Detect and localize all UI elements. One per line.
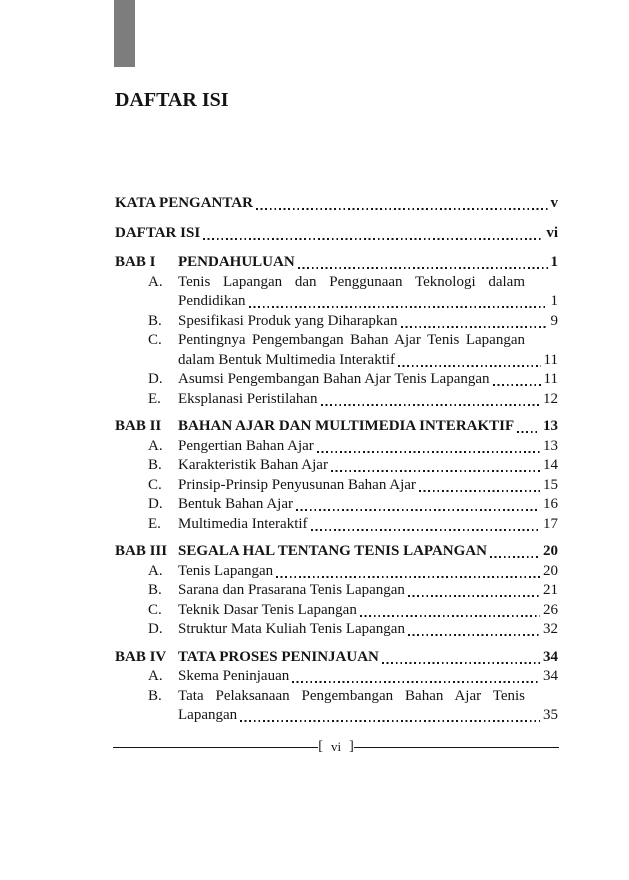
dot-leader	[401, 326, 548, 328]
toc-chapter	[115, 253, 558, 409]
chapter-title: SEGALA HAL TENTANG TENIS LAPANGAN	[178, 543, 487, 559]
subitem-label: Spesifikasi Produk yang Diharapkan	[178, 312, 398, 329]
subitem-letter: C.	[148, 476, 162, 493]
subitem-letter: B.	[148, 457, 162, 473]
subitem-page: 35	[543, 707, 558, 723]
toc-subitem	[115, 562, 558, 582]
subitem-letter: C.	[148, 332, 162, 348]
dot-leader	[398, 365, 541, 367]
subitem-page: 32	[543, 621, 558, 637]
toc-subitem	[115, 601, 558, 621]
toc-front-entry	[115, 224, 558, 244]
footer-open-bracket: [	[318, 739, 323, 754]
subitem-page: 11	[543, 371, 558, 387]
subitem-label: Multimedia Interaktif	[178, 515, 308, 532]
subitem-label: Pengertian Bahan Ajar	[178, 437, 314, 454]
toc-chapter-heading	[115, 648, 558, 668]
chapter-page: 1	[550, 254, 558, 270]
subitem-line-2	[115, 351, 558, 371]
subitem-letter: C.	[148, 601, 162, 618]
dot-leader	[276, 576, 540, 578]
toc-subitem	[115, 273, 558, 312]
subitem-page: 17	[543, 515, 558, 532]
dot-leader	[419, 490, 540, 492]
page-footer	[113, 736, 559, 758]
subitem-page: 14	[543, 457, 558, 473]
page-title: DAFTAR ISI	[115, 89, 229, 111]
toc-entry-page: v	[550, 195, 558, 211]
subitem-line-1	[115, 331, 558, 351]
dot-leader	[382, 662, 540, 664]
subitem-label: Eksplanasi Peristilahan	[178, 390, 318, 407]
subitem-page: 13	[543, 437, 558, 454]
dot-leader	[311, 529, 540, 531]
chapter-page: 20	[543, 543, 558, 559]
toc-subitem	[115, 667, 558, 687]
subitem-letter: A.	[148, 437, 163, 454]
subitem-label: Pentingnya Pengembangan Bahan Ajar Tenis Lapangan	[178, 332, 525, 348]
subitem-line-2	[115, 292, 558, 312]
toc-subitem	[115, 390, 558, 410]
toc-entry-page: vi	[546, 224, 558, 241]
subitem-label: Bentuk Bahan Ajar	[178, 496, 293, 512]
corner-decoration-bar	[114, 0, 135, 67]
toc-subitem	[115, 495, 558, 515]
toc-front-entry	[115, 194, 558, 214]
chapter-number: BAB I	[115, 254, 156, 270]
subitem-line-1	[115, 273, 558, 293]
subitem-letter: D.	[148, 621, 163, 637]
subitem-label-continued: Pendidikan	[178, 293, 246, 309]
subitem-page: 12	[543, 390, 558, 407]
subitem-letter: A.	[148, 562, 163, 579]
subitem-letter: A.	[148, 273, 163, 290]
subitem-label: Skema Peninjauan	[178, 668, 290, 684]
subitem-label-continued: Lapangan	[178, 707, 238, 723]
toc-subitem	[115, 312, 558, 332]
subitem-label: Tenis Lapangan	[178, 562, 274, 579]
toc-subitem	[115, 476, 558, 496]
dot-leader	[298, 267, 548, 269]
subitem-letter: B.	[148, 312, 162, 329]
subitem-label: Karakteristik Bahan Ajar	[178, 457, 328, 473]
subitem-page: 26	[543, 601, 558, 618]
footer-rule-right	[354, 747, 559, 748]
chapter-title: TATA PROSES PENINJAUAN	[178, 648, 379, 665]
toc-subitem	[115, 515, 558, 535]
toc-subitem	[115, 581, 558, 601]
chapter-page: 34	[543, 648, 558, 665]
dot-leader	[321, 404, 540, 406]
toc-chapter	[115, 542, 558, 640]
subitem-letter: D.	[148, 496, 163, 512]
subitem-letter: D.	[148, 371, 163, 387]
chapter-number: BAB III	[115, 543, 168, 559]
dot-leader	[317, 451, 540, 453]
footer-rule-left	[113, 747, 318, 748]
toc-chapter-heading	[115, 253, 558, 273]
toc-subitem	[115, 620, 558, 640]
footer-close-bracket: ]	[349, 739, 354, 754]
subitem-label: Sarana dan Prasarana Tenis Lapangan	[178, 582, 405, 598]
toc-chapter-heading	[115, 417, 558, 437]
subitem-page: 15	[543, 476, 558, 493]
dot-leader	[203, 238, 543, 240]
subitem-page: 9	[550, 312, 558, 329]
subitem-label: Asumsi Pengembangan Bahan Ajar Tenis Lapangan	[178, 371, 490, 387]
subitem-label: Prinsip-Prinsip Penyusunan Bahan Ajar	[178, 476, 416, 493]
dot-leader	[292, 681, 540, 683]
dot-leader	[517, 431, 540, 433]
subitem-label: Struktur Mata Kuliah Tenis Lapangan	[178, 621, 405, 637]
subitem-page: 16	[543, 496, 558, 512]
subitem-page: 20	[543, 562, 558, 579]
toc-subitem	[115, 456, 558, 476]
toc-subitem	[115, 687, 558, 726]
chapter-page: 13	[543, 418, 558, 434]
subitem-line-1	[115, 687, 558, 707]
dot-leader	[493, 384, 541, 386]
subitem-letter: E.	[148, 515, 161, 532]
subitem-label: Teknik Dasar Tenis Lapangan	[178, 601, 357, 618]
toc-list	[115, 194, 558, 726]
subitem-letter: E.	[148, 390, 161, 407]
dot-leader	[331, 470, 540, 472]
dot-leader	[256, 208, 548, 210]
dot-leader	[296, 509, 540, 511]
dot-leader	[408, 595, 540, 597]
subitem-letter: B.	[148, 582, 162, 598]
toc-chapter	[115, 417, 558, 534]
chapter-title: PENDAHULUAN	[178, 254, 295, 270]
subitem-page: 11	[543, 351, 558, 368]
dot-leader	[490, 556, 540, 558]
chapter-title: BAHAN AJAR DAN MULTIMEDIA INTERAKTIF	[178, 418, 515, 434]
subitem-line-2	[115, 706, 558, 726]
footer-page-number: vi	[330, 739, 342, 754]
dot-leader	[408, 634, 540, 636]
subitem-label-continued: dalam Bentuk Multimedia Interaktif	[178, 351, 396, 368]
chapter-number: BAB II	[115, 418, 162, 434]
subitem-label: Tata Pelaksanaan Pengembangan Bahan Ajar Tenis	[178, 687, 525, 704]
toc-chapter	[115, 648, 558, 726]
toc-subitem	[115, 437, 558, 457]
dot-leader	[360, 615, 540, 617]
dot-leader	[249, 306, 548, 308]
subitem-page: 1	[550, 293, 558, 309]
toc-subitem	[115, 370, 558, 390]
subitem-page: 21	[543, 582, 558, 598]
dot-leader	[240, 720, 540, 722]
chapter-number: BAB IV	[115, 648, 167, 665]
toc-entry-label: DAFTAR ISI	[115, 224, 201, 241]
subitem-page: 34	[543, 668, 558, 684]
subitem-letter: A.	[148, 668, 163, 684]
subitem-label: Tenis Lapangan dan Penggunaan Teknologi dalam	[178, 273, 525, 290]
toc-subitem	[115, 331, 558, 370]
toc-entry-label: KATA PENGANTAR	[115, 195, 253, 211]
subitem-letter: B.	[148, 687, 162, 704]
toc-chapter-heading	[115, 542, 558, 562]
